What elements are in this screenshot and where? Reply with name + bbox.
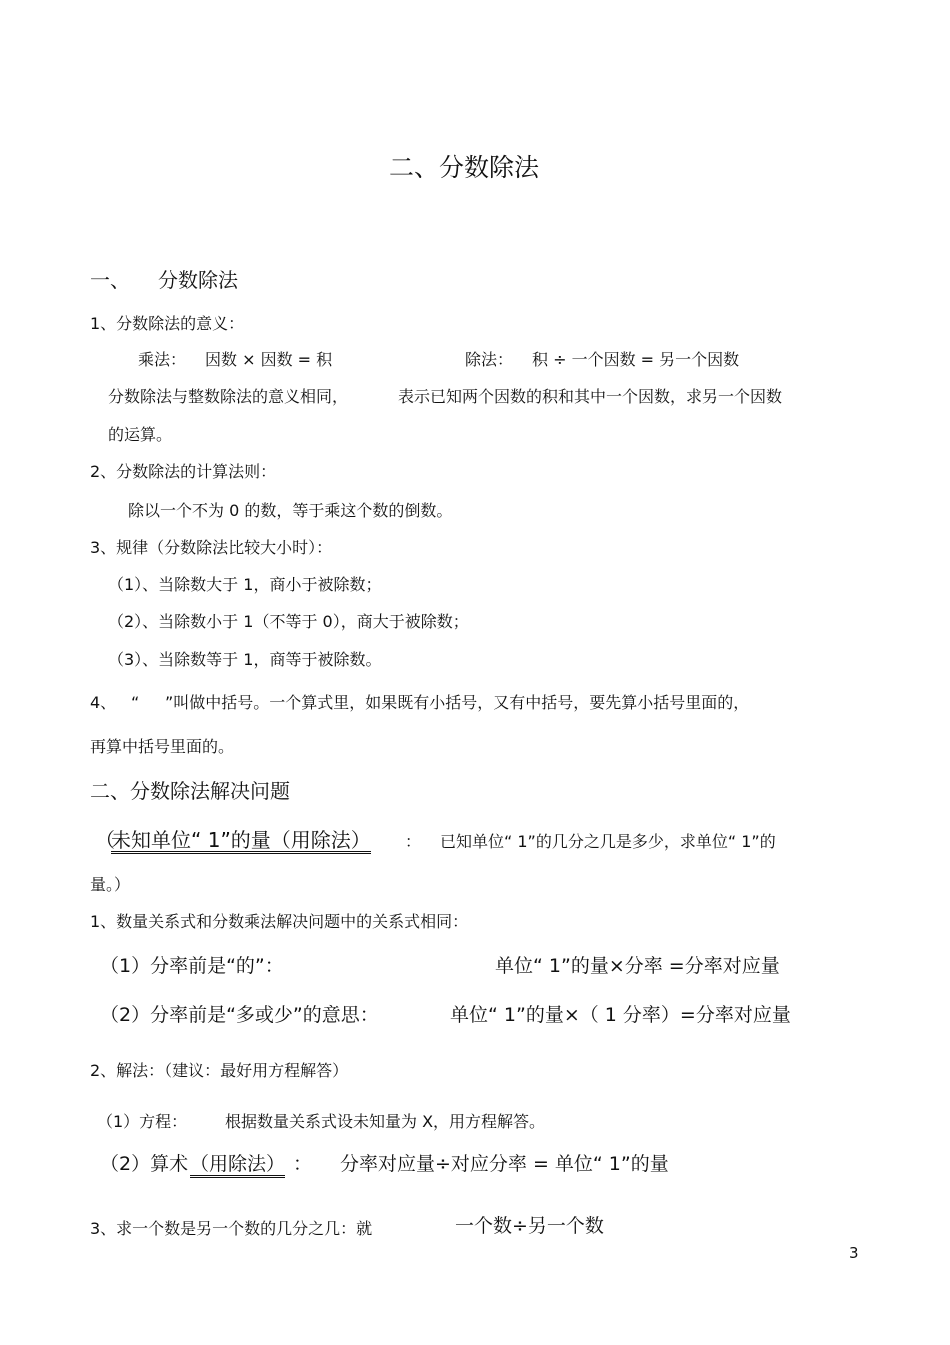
meaning-desc-c: 的运算。 [108, 425, 173, 444]
intro-open-paren: （ [95, 828, 115, 852]
intro-line2: 量。） [90, 875, 131, 894]
division-rule: 除以一个不为 0 的数，等于乘这个数的倒数。 [128, 501, 453, 520]
intro-underlined-term: 未知单位“ 1”的量（用除法） [111, 828, 371, 852]
arithmetic-underlined: （用除法） [190, 1155, 285, 1178]
section1-number: 一、 [90, 268, 130, 292]
section1-heading: 分数除法 [158, 268, 238, 292]
item2-label: 2、分数除法的计算法则： [90, 462, 277, 481]
case2-label: （2）分率前是“多或少”的意思： [100, 1004, 379, 1026]
meaning-desc-b: 表示已知两个因数的积和其中一个因数，求另一个因数 [398, 387, 783, 406]
case2-formula: 单位“ 1”的量×（ 1 分率）=分率对应量 [450, 1004, 791, 1026]
intro-text: 已知单位“ 1”的几分之几是多少，求单位“ 1”的 [440, 832, 776, 851]
equation-label: （1）方程： [97, 1112, 188, 1131]
arithmetic-formula: 分率对应量÷对应分率 = 单位“ 1”的量 [340, 1153, 669, 1175]
div-formula: 积 ÷ 一个因数 = 另一个因数 [532, 350, 740, 369]
rule-3: （3）、当除数等于 1，商等于被除数。 [108, 650, 382, 669]
mult-label: 乘法： [138, 350, 187, 369]
arithmetic-colon: ： [293, 1153, 313, 1175]
item4-line2: 再算中括号里面的。 [90, 737, 235, 756]
equation-text: 根据数量关系式设未知量为 X，用方程解答。 [225, 1112, 546, 1131]
intro-colon: ： [405, 832, 422, 851]
s2-item2-label: 2、解法：（建议：最好用方程解答） [90, 1061, 349, 1080]
meaning-desc-a: 分数除法与整数除法的意义相同， [108, 387, 349, 406]
s2-item3-label: 3、求一个数是另一个数的几分之几：就 [90, 1219, 373, 1238]
rule-2: （2）、当除数小于 1（不等于 0），商大于被除数； [108, 612, 469, 631]
item3-label: 3、规律（分数除法比较大小时）： [90, 538, 333, 557]
s2-item1-label: 1、数量关系式和分数乘法解决问题中的关系式相同： [90, 912, 469, 931]
div-label: 除法： [465, 350, 514, 369]
section2-heading: 二、分数除法解决问题 [90, 779, 290, 803]
mult-formula: 因数 × 因数 = 积 [205, 350, 333, 369]
case1-formula: 单位“ 1”的量×分率 =分率对应量 [495, 955, 780, 977]
item1-label: 1、分数除法的意义： [90, 314, 245, 333]
case1-label: （1）分率前是“的”： [100, 955, 284, 977]
page-number: 3 [849, 1244, 859, 1262]
rule-1: （1）、当除数大于 1，商小于被除数； [108, 575, 382, 594]
item4-open-quote: “ [131, 693, 140, 712]
item4-text: ”叫做中括号。一个算式里，如果既有小括号，又有中括号，要先算小括号里面的， [165, 693, 750, 712]
arithmetic-label: （2）算术 [100, 1153, 189, 1175]
page-title: 二、分数除法 [389, 153, 540, 182]
item4-number: 4、 [90, 693, 117, 712]
s2-item3-formula: 一个数÷另一个数 [455, 1215, 604, 1237]
